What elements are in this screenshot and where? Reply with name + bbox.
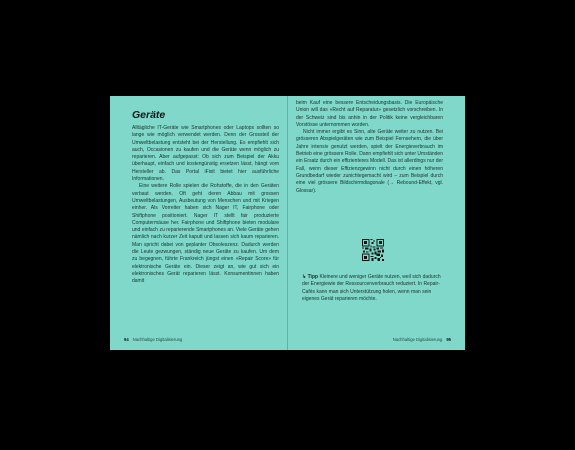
left-page [110,96,287,350]
footer-title-right: Nachhaltige Digitalisierung [392,337,443,342]
left-page-content [132,109,279,286]
section-heading: Geräte [132,109,166,121]
paragraph-3: beim Kauf eine bessere Entscheidungsbasis. Die Europäische Union will das «Recht auf Reparatur» gesetzlich vorschreiben. In der Schweiz sind bis anhin in der Politik keine vergleichbaren Vorstösse unternommen worden. [296,100,443,128]
tip-arrow-icon: ↳ [302,274,307,280]
footer-title-left: Nachhaltige Digitalisierung [132,337,183,342]
paragraph-4: Nicht immer ergibt es Sinn, alte Geräte weiter zu nutzen. Bei grösseren Abspielgeräten wie zum Beispiel Fernsehern, die über Jahre intensiv genutzt werden, spielt der Energieverbrauch im Betrieb eine grössere Rolle. Dann empfiehlt sich unter Umständen ein Ersatz durch ein effizienteres Modell. Das ist allerdings nur der Fall, wenn dieser Effizienzgewinn nicht durch einen höheren Grundbedarf wieder zunichtegemacht wird – zum Beispiel durch eine viel grössere Bildschirmdiagonale (→ Rebound-Effekt, vgl. Glossar). [296,129,443,194]
tip-text: Kleinere und weniger Geräte nutzen, weil sich dadurch der Energiewie der Ressourcenverbrauch reduziert. In Repair-Cafés kann man sich Unterstützung holen, wenn man sein eigenes Gerät reparieren möchte. [302,274,441,302]
tip-label: Tipp [307,274,319,280]
right-footer [393,337,451,342]
left-footer [124,337,182,342]
right-page-content [296,100,443,195]
right-page [288,96,465,350]
page-number-left: 94 [124,337,129,342]
qr-code-icon[interactable] [362,239,384,261]
paragraph-1: Alltägliche IT-Geräte wie Smartphones oder Laptops sollten so lange wie möglich verwendet werden. Denn der Grossteil der Umweltbelastung entsteht bei der Herstellung. Es empfiehlt sich auch, Occasionen zu kaufen und die Geräte wenn möglich zu reparieren. Aber aufgepasst: Ob sich zum Beispiel der Akku überhaupt, einfach und kostengünstig ersetzen lässt, hängt vom Hersteller ab. Das Portal iFixit bietet hier ausführliche Informationen. [132,125,279,183]
paragraph-2: Eine weitere Rolle spielen die Rohstoffe, die in den Geräten verbaut werden. Oft geht deren Abbau mit grossen Umweltbelastungen, Ausbeutung von Menschen und mit Kriegen einher. Als Vorreiter haben sich Nager IT, Fairphone oder Shiftphone positioniert. Nager IT stellt fair produzierte Computermäuse her. Fairphone und Shiftphone bieten modulare und einfach zu reparierende Smartphones an. Viele Geräte gehen nämlich nach kurzer Zeit kaputt und lassen sich kaum reparieren. Man spricht dabei von geplanter Obsoleszenz. Dadurch werden die Leute gezwungen, ständig neue Geräte zu kaufen. Um dem zu begegnen, führte Frankreich jüngst einen «Repair Score» für elektronische Geräte ein. Dieser zeigt an, wie gut sich ein elektronisches Gerät reparieren lässt. Konsumentinnen haben damit [132,183,279,285]
tip-box [302,274,449,303]
page-number-right: 95 [446,337,451,342]
